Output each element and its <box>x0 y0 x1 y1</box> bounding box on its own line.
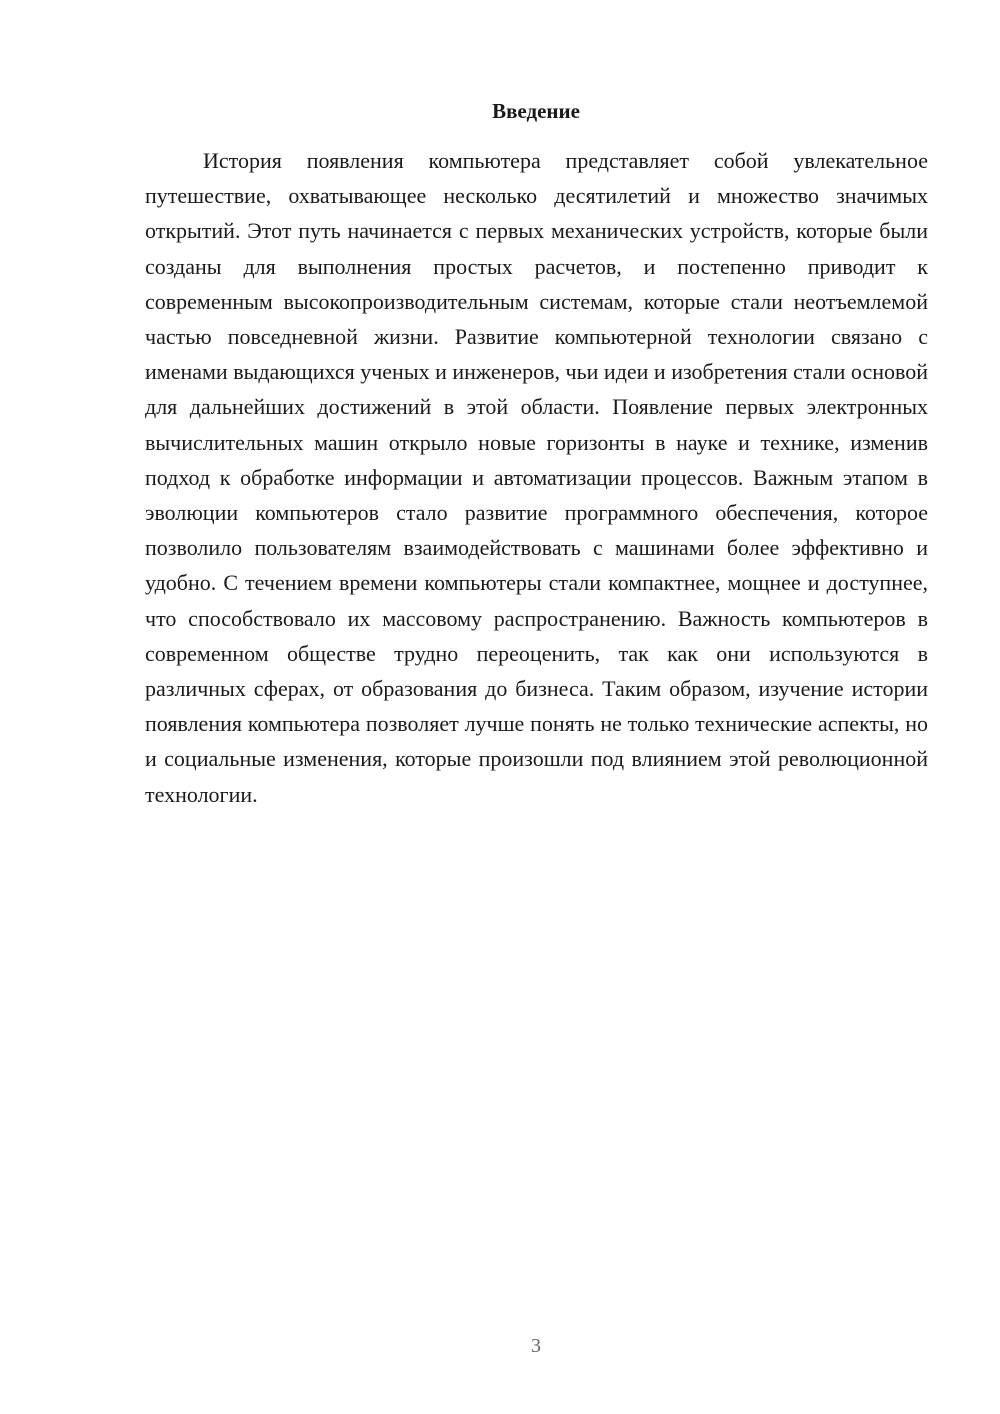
page-number: 3 <box>531 1335 541 1357</box>
section-heading: Введение <box>492 99 580 123</box>
body-paragraph: История появления компьютера представляет собой увлекательное путешествие, охватывающее несколько десятилетий и множество значимых открытий. Этот путь начинается с первых механических устройств, которые были созданы для выполнения простых расчетов, и постепенно приводит к современным высокопроизводительным системам, которые стали неотъемлемой частью повседневной жизни. Развитие компьютерной технологии связано с именами выдающихся ученых и инженеров, чьи идеи и изобретения стали основой для дальнейших достижений в этой области. Появление первых электронных вычислительных машин открыло новые горизонты в науке и технике, изменив подход к обработке информации и автоматизации процессов. Важным этапом в эволюции компьютеров стало развитие программного обеспечения, которое позволило пользователям взаимодействовать с машинами более эффективно и удобно. С течением времени компьютеры стали компактнее, мощнее и доступнее, что способствовало их массовому распространению. Важность компьютеров в современном обществе трудно переоценить, так как они используются в различных сферах, от образования до бизнеса. Таким образом, изучение истории появления компьютера позволяет лучше понять не только технические аспекты, но и социальные изменения, которые произошли под влиянием этой революционной технологии. <box>145 148 928 807</box>
